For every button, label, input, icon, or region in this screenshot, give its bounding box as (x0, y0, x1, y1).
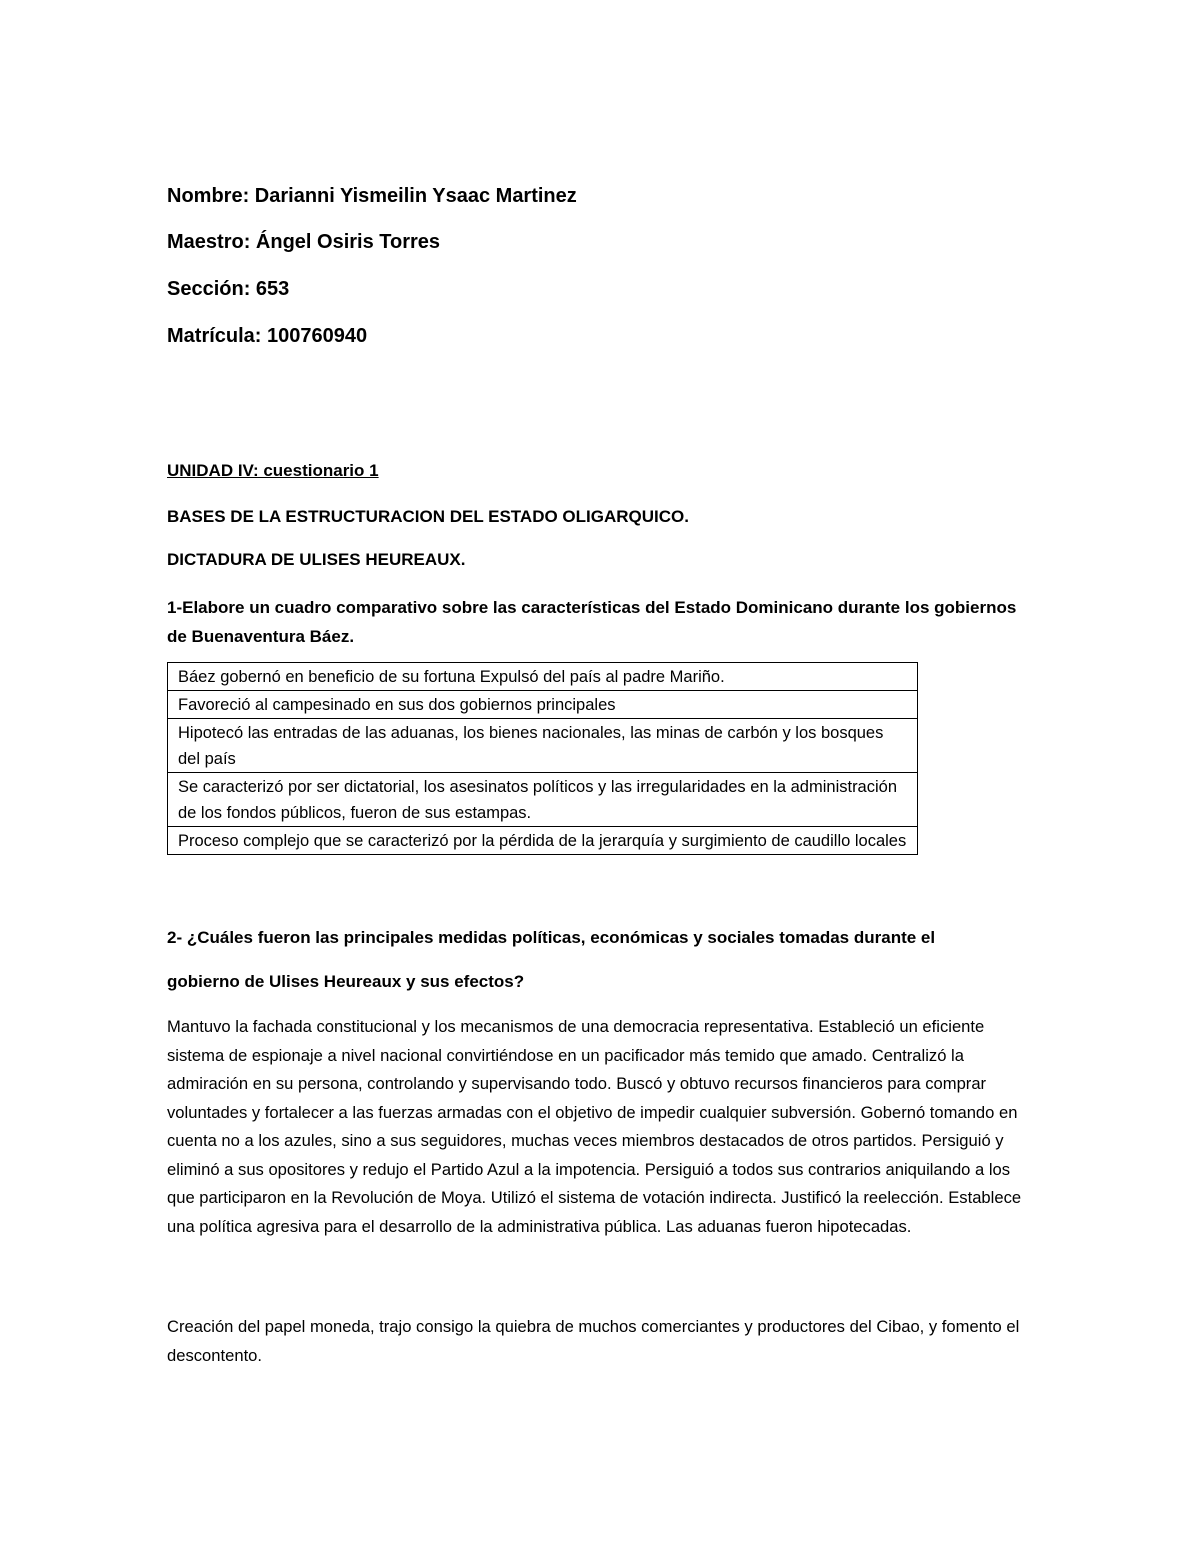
answer-2-paragraph-1: Mantuvo la fachada constitucional y los mecanismos de una democracia representativa. Estableció un eficiente sistema de espionaje a nivel nacional convirtiéndose en un pacificador más temido que amado. Centralizó la admiración en su persona, controlando y supervisando todo. Buscó y obtuvo recursos financieros para comprar voluntades y fortalecer a las fuerzas armadas con el objetivo de impedir cualquier subversión. Gobernó tomando en cuenta no a los azules, sino a sus seguidores, muchas veces miembros destacados de otros partidos. Persiguió y eliminó a sus opositores y redujo el Partido Azul a la impotencia. Persiguió a todos sus contrarios aniquilando a los que participaron en la Revolución de Moya. Utilizó el sistema de votación indirecta. Justificó la reelección. Establece una política agresiva para el desarrollo de la administrativa pública. Las aduanas fueron hipotecadas. (167, 1017, 1022, 1236)
table-row (168, 691, 918, 719)
table-cell: Favoreció al campesinado en sus dos gobiernos principales (168, 691, 918, 719)
table-row (168, 663, 918, 691)
table-cell: Báez gobernó en beneficio de su fortuna Expulsó del país al padre Mariño. (168, 663, 918, 691)
table-cell: Hipotecó las entradas de las aduanas, los bienes nacionales, las minas de carbón y los bosques del país (168, 719, 918, 773)
table-cell: Proceso complejo que se caracterizó por la pérdida de la jerarquía y surgimiento de caudillo locales (168, 827, 918, 855)
table-cell: Se caracterizó por ser dictatorial, los asesinatos políticos y las irregularidades en la administración de los fondos públicos, fueron de sus estampas. (168, 773, 918, 827)
table-row (168, 773, 918, 827)
table-row (168, 719, 918, 773)
comparison-table (167, 662, 918, 855)
teacher-name: Maestro: Ángel Osiris Torres (167, 231, 441, 253)
unit-title: UNIDAD IV: cuestionario 1 (167, 461, 379, 480)
question-2-line-1: 2- ¿Cuáles fueron las principales medidas políticas, económicas y sociales tomadas durante el (167, 928, 936, 947)
section-number: Sección: 653 (167, 278, 290, 300)
table-row (168, 827, 918, 855)
question-1: 1-Elabore un cuadro comparativo sobre las características del Estado Dominicano durante los gobiernos de Buenaventura Báez. (167, 598, 1017, 646)
unit-subtitle-oligarchic-state: BASES DE LA ESTRUCTURACION DEL ESTADO OLIGARQUICO. (167, 507, 689, 526)
enrollment-number: Matrícula: 100760940 (167, 325, 368, 347)
student-name: Nombre: Darianni Yismeilin Ysaac Martinez (167, 185, 577, 207)
unit-subtitle-heureaux: DICTADURA DE ULISES HEUREAUX. (167, 550, 466, 569)
answer-2-paragraph-2: Creación del papel moneda, trajo consigo la quiebra de muchos comerciantes y productores del Cibao, y fomento el descontento. (167, 1317, 1020, 1365)
question-2-line-2: gobierno de Ulises Heureaux y sus efectos? (167, 972, 525, 991)
